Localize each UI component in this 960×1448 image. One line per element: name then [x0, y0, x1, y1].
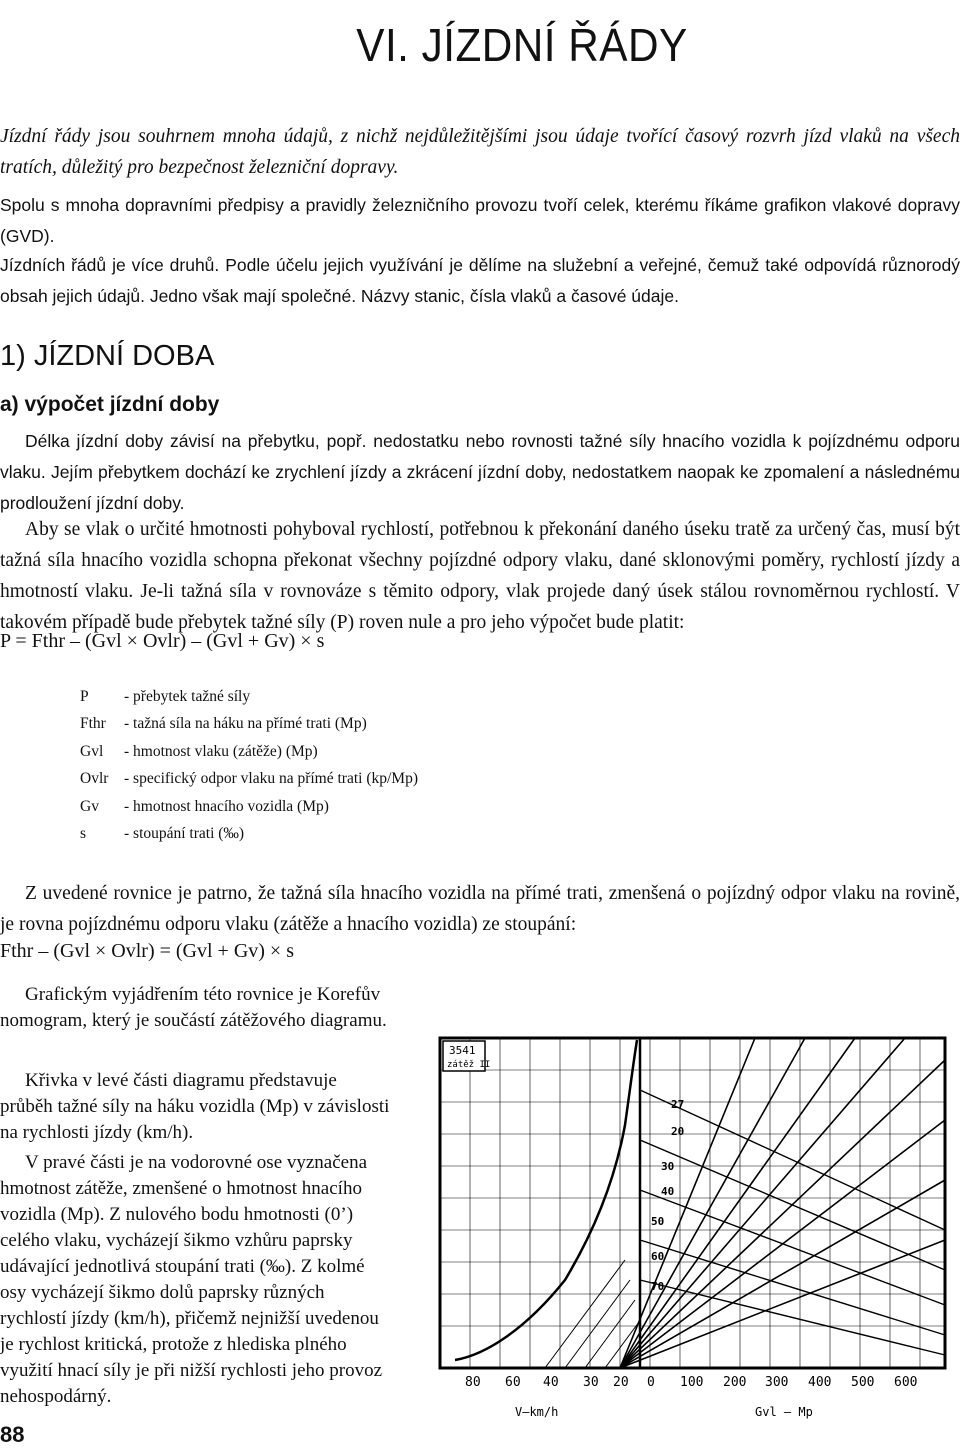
- intro-paragraph-1: Jízdní řády jsou souhrnem mnoha údajů, z nichž nejdůležitějšími jsou údaje tvořící časový rozvrh jízd vlaků na všech tratích, důležitý pro bezpečnost železniční dopravy.: [0, 126, 960, 178]
- corner-label: 3541: [449, 1044, 476, 1057]
- x-tick-left: 40: [543, 1375, 559, 1390]
- x-tick-right: 500: [851, 1375, 875, 1390]
- legend-row: P - přebytek tažné síly: [80, 688, 251, 705]
- side-paragraph-2: Křivka v levé části diagramu představuje průběh tažné síly na háku vozidla (Mp) v závislosti na rychlosti jízdy (km/h).: [0, 1070, 390, 1143]
- x-tick-right: 0: [647, 1375, 655, 1390]
- figure-frame: [440, 1038, 945, 1368]
- intro-paragraph-3: Jízdních řádů je více druhů. Podle účelu jejich využívání je dělíme na služební a veřejné, čemuž také odpovídá různorodý obsah jejich údajů. Jedno však mají společné. Názvy stanic, čísla vlaků a časové údaje.: [0, 255, 960, 306]
- ray-label: 20: [671, 1125, 685, 1138]
- ray-label: 30: [661, 1160, 675, 1173]
- legend-row: Gvl - hmotnost vlaku (zátěže) (Mp): [80, 742, 318, 760]
- formula-2: Fthr – (Gvl × Ovlr) = (Gvl + Gv) × s: [0, 940, 294, 962]
- side-paragraph-1: Grafickým vyjádřením této rovnice je Korefův nomogram, který je součástí zátěžového diagramu.: [0, 984, 387, 1031]
- x-tick-right: 300: [765, 1375, 789, 1390]
- legend-row: Ovlr - specifický odpor vlaku na přímé trati (kp/Mp): [80, 770, 418, 788]
- x-tick-left: 30: [583, 1375, 599, 1390]
- page-title: VI. JÍZDNÍ ŘÁDY: [356, 19, 688, 71]
- ray-label: 27: [671, 1098, 685, 1111]
- ray-label: 60: [651, 1250, 665, 1263]
- symbol-legend: [80, 688, 418, 852]
- corner-label-2: zátěž II: [447, 1060, 491, 1070]
- x-label-left: V–km/h: [515, 1405, 559, 1419]
- body-paragraph-2: Aby se vlak o určité hmotnosti pohyboval rychlostí, potřebnou k překonání daného úseku tratě za určený čas, musí být tažná síla hnacího vozidla schopna překonat všechny pojízdné odpory vlaku, dané sklonovými poměry, rychlostí jízdy a hmotností vlaku. Je-li tažná síla v rovnováze s těmito odpory, vlak projede daný úsek stálou rovnoměrnou rychlostí. V takovém případě bude přebytek tažné síly (P) roven nule a pro jeho výpočet bude platit:: [0, 519, 960, 633]
- section-heading: 1) JÍZDNÍ DOBA: [0, 340, 215, 372]
- side-paragraph-3: V pravé části je na vodorovné ose vyznačena hmotnost zátěže, zmenšené o hmotnost hnacího vozidla (Mp). Z nulového bodu hmotnosti (0’) celého vlaku, vycházejí šikmo vzhůru paprsky udávající jednotlivá stoupání trati (‰). Z kolmé osy vycházejí šikmo dolů paprsky různých rychlostí jízdy (km/h), přičemž nejnižší uvedenou je rychlost kritická, protože z hlediska plného využití hnací síly je při nižší rychlosti jeho provoz nehospodárný.: [0, 1152, 383, 1407]
- x-tick-right: 600: [894, 1375, 918, 1390]
- x-tick-left: 20: [613, 1375, 629, 1390]
- ray-label: 40: [661, 1185, 675, 1198]
- legend-row: s - stoupání trati (‰): [80, 824, 245, 842]
- x-tick-right: 100: [680, 1375, 704, 1390]
- ray-label: 50: [651, 1215, 665, 1228]
- intro-paragraph-2: Spolu s mnoha dopravními předpisy a pravidly železničního provozu tvoří celek, kterému říkáme grafikon vlakové dopravy (GVD).: [0, 195, 960, 246]
- legend-row: Gv - hmotnost hnacího vozidla (Mp): [80, 797, 329, 815]
- ray-label: 70: [651, 1280, 665, 1293]
- page-number: 88: [0, 1422, 25, 1447]
- x-label-right: Gvl – Mp: [755, 1405, 813, 1419]
- formula-1: P = Fthr – (Gvl × Ovlr) – (Gvl + Gv) × s: [0, 630, 325, 652]
- x-tick-right: 200: [723, 1375, 747, 1390]
- body-paragraph-1: Délka jízdní doby závisí na přebytku, popř. nedostatku nebo rovnosti tažné síly hnacího vozidla k pojízdnému odporu vlaku. Jejím přebytkem dochází ke zrychlení jízdy a zkrácení jízdní doby, nedostatkem naopak ke zpomalení a následnému prodloužení jízdní doby.: [0, 431, 960, 513]
- koref-nomogram-figure: [425, 1030, 955, 1425]
- subsection-heading: a) výpočet jízdní doby: [0, 393, 220, 416]
- x-tick-left: 80: [465, 1375, 481, 1390]
- x-tick-left: 60: [505, 1375, 521, 1390]
- after-legend-paragraph: Z uvedené rovnice je patrno, že tažná síla hnacího vozidla na přímé trati, zmenšená o pojízdný odpor vlaku na rovině, je rovna pojízdnému odporu vlaku (zátěže a hnacího vozidla) ze stoupání:: [0, 883, 960, 935]
- legend-row: Fthr - tažná síla na háku na přímé trati (Mp): [80, 715, 367, 733]
- x-tick-right: 400: [808, 1375, 832, 1390]
